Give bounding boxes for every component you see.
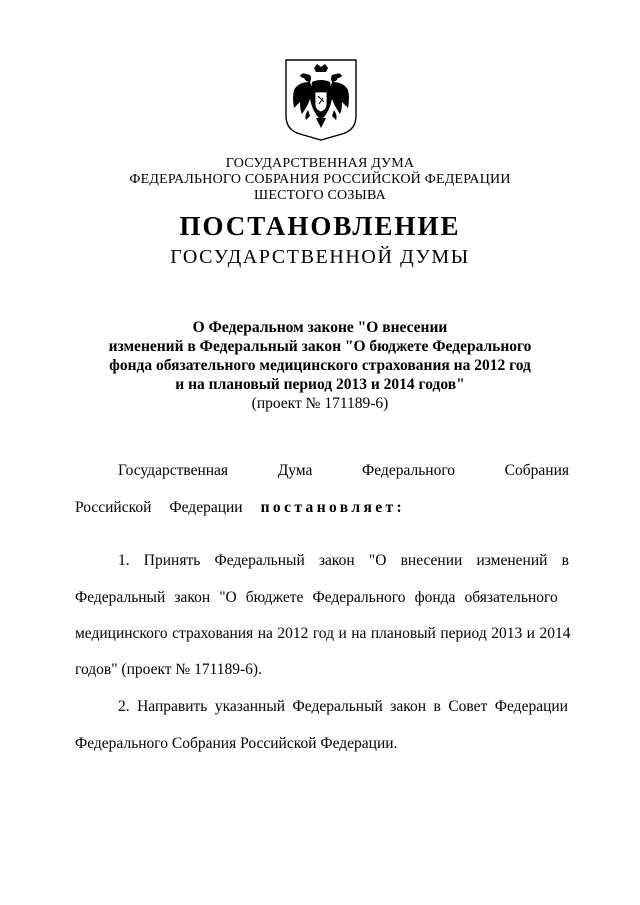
preamble-line-1: [118, 461, 569, 481]
subject-line-1: О Федеральном законе "О внесении: [192, 319, 448, 336]
preamble-line-2: [75, 498, 569, 518]
project-number: (проект № 171189-6): [251, 395, 389, 412]
item-1-line-2: Федеральный закон "О бюджете Федерального фонда обязательного: [75, 589, 558, 606]
item-1-number: 1.: [118, 552, 130, 569]
resolution-subject: [100, 318, 540, 413]
document-subtitle: ГОСУДАРСТВЕННОЙ ДУМЫ: [170, 246, 470, 268]
preamble-word: Государственная: [118, 462, 229, 479]
subject-line-4: и на плановый период 2013 и 2014 годов": [175, 376, 465, 393]
coat-of-arms-emblem: [284, 58, 358, 142]
subject-line-2: изменений в Федеральный закон "О бюджете Федерального: [108, 338, 532, 355]
header-line-duma: ГОСУДАРСТВЕННАЯ ДУМА: [225, 156, 415, 171]
item-2-line-1: 2. Направить указанный Федеральный закон в Совет Федерации: [118, 698, 568, 715]
item-1-line-4: годов" (проект № 171189-6).: [75, 661, 262, 678]
preamble-word: Собрания: [504, 462, 569, 479]
item-word: закон: [318, 552, 355, 569]
preamble-word: Федерального: [362, 462, 456, 479]
item-word: изменений: [476, 552, 548, 569]
item-word: Федеральный: [214, 552, 305, 569]
subject-line-3: фонда обязательного медицинского страхования на 2012 год: [109, 357, 531, 374]
preamble-word: Федерации: [169, 499, 243, 516]
item-1-line-1: [118, 551, 569, 571]
item-word: "О: [368, 552, 387, 569]
item-1-line-3: медицинского страхования на 2012 год и на плановый период 2013 и 2014: [75, 625, 571, 642]
issuing-body-header: [0, 156, 640, 204]
item-word: в: [561, 552, 569, 569]
item-word: Принять: [143, 552, 201, 569]
document-title: ПОСТАНОВЛЕНИЕ: [179, 211, 461, 241]
decree-word: постановляет:: [260, 499, 406, 516]
preamble-word: Российской: [75, 499, 152, 516]
header-line-convocation: ШЕСТОГО СОЗЫВА: [254, 188, 386, 203]
preamble-word: Дума: [277, 462, 313, 479]
header-line-federal-assembly: ФЕДЕРАЛЬНОГО СОБРАНИЯ РОССИЙСКОЙ ФЕДЕРАЦИИ: [129, 172, 511, 187]
item-2-line-2: Федерального Собрания Российской Федерации.: [75, 735, 398, 752]
item-word: внесении: [400, 552, 463, 569]
